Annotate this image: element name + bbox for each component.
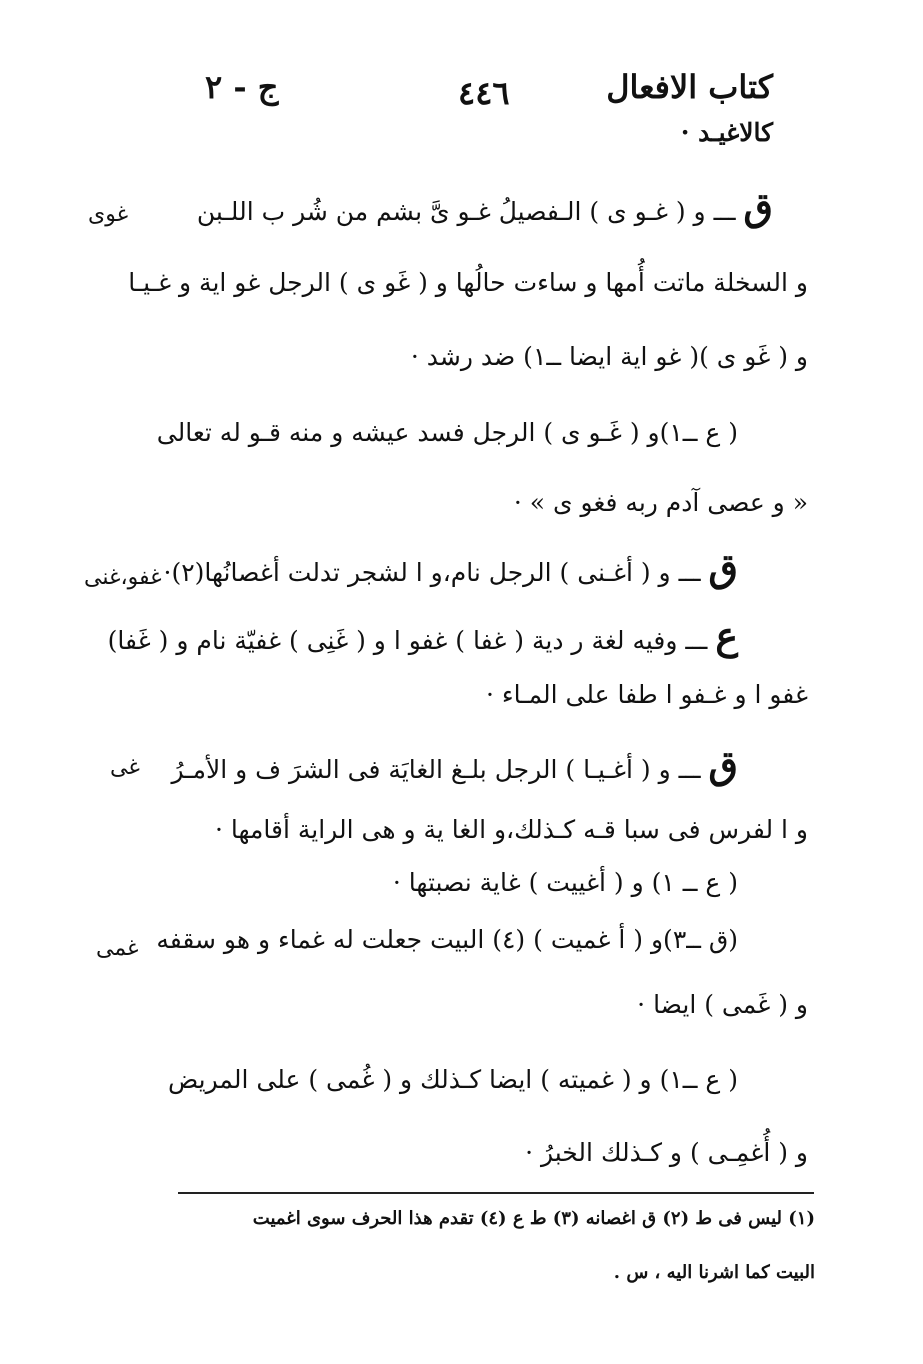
line-text: ـــ و ( غـو ى ) الـفصيلُ غـو ىَّ بشم من شُر ب اللـبن [196, 197, 736, 226]
entry-marker: ع [715, 613, 738, 658]
text-line-10: و ا لفرس فى سبا قـه كـذلك،و الغا ية و هى الراية أقامها · [214, 815, 808, 844]
footnote-rule [178, 1192, 814, 1194]
text-line-11: ( ع ــ ١) و ( أغييت ) غاية نصبتها · [392, 868, 738, 897]
text-line-15: و ( أُغمِـى ) و كـذلك الخبرُ · [525, 1138, 808, 1167]
text-line-0: كالاغيـد · [680, 118, 773, 147]
text-line-14: ( ع ــ١) و ( غميته ) ايضا كـذلك و ( غُمى ) على المريض [168, 1065, 738, 1094]
margin-note: غى [110, 755, 140, 780]
page-number: ٤٤٦ [458, 74, 510, 112]
margin-note: غوى [88, 202, 129, 227]
margin-note: غمى [96, 936, 139, 961]
text-line-2: و السخلة ماتت أُمها و ساءت حالُها و ( غَو ى ) الرجل غو اية و غـيـا [128, 268, 808, 297]
text-line-6 [164, 545, 738, 590]
text-line-8: غفو ا و غـفو ا طفا على المـاء · [486, 680, 808, 709]
text-line-5: « و عصى آدم ربه فغو ى » · [513, 488, 808, 517]
line-text: ـــ و ( أغـنى ) الرجل نام،و ا لشجر تدلت أغصانُها(٢)· [163, 558, 701, 587]
volume-label: ج - ٢ [205, 68, 279, 106]
text-line-13: و ( غَمى ) ايضا · [637, 990, 808, 1019]
line-text: ـــ وفيه لغة ر دية ( غفا ) غفو ا و ( غَنِى ) غفيّة نام و ( غَفا) [107, 626, 708, 655]
entry-marker: ق [743, 184, 773, 229]
footnote-line-0: (١) ليس فى ط (٢) ق اغصانه (٣) ط ع (٤) تقدم هذا الحرف سوى اغميت [252, 1208, 815, 1229]
text-line-3: و ( غَو ى )( غو اية ايضا ــ١) ضد رشد · [410, 342, 808, 371]
entry-marker: ق [708, 545, 738, 590]
footnote-line-1: البيت كما اشرنا اليه ، س . [613, 1262, 815, 1283]
entry-marker: ق [708, 742, 738, 787]
text-line-12: (ق ــ٣)و ( أ غميت ) (٤) البيت جعلت له غماء و هو سقفه [156, 925, 738, 954]
text-line-4: ( ع ــ١)و ( غَـو ى ) الرجل فسد عيشه و منه قـو له تعالى [156, 418, 738, 447]
text-line-9 [171, 742, 738, 787]
text-line-7 [108, 613, 738, 658]
margin-note: غفو،غنى [84, 565, 162, 590]
book-title: كتاب الافعال [606, 68, 773, 106]
text-line-1 [197, 184, 773, 229]
line-text: ـــ و ( أغـيـا ) الرجل بلـغ الغايَة فى الشرَ ف و الأمـرُ [171, 755, 701, 784]
